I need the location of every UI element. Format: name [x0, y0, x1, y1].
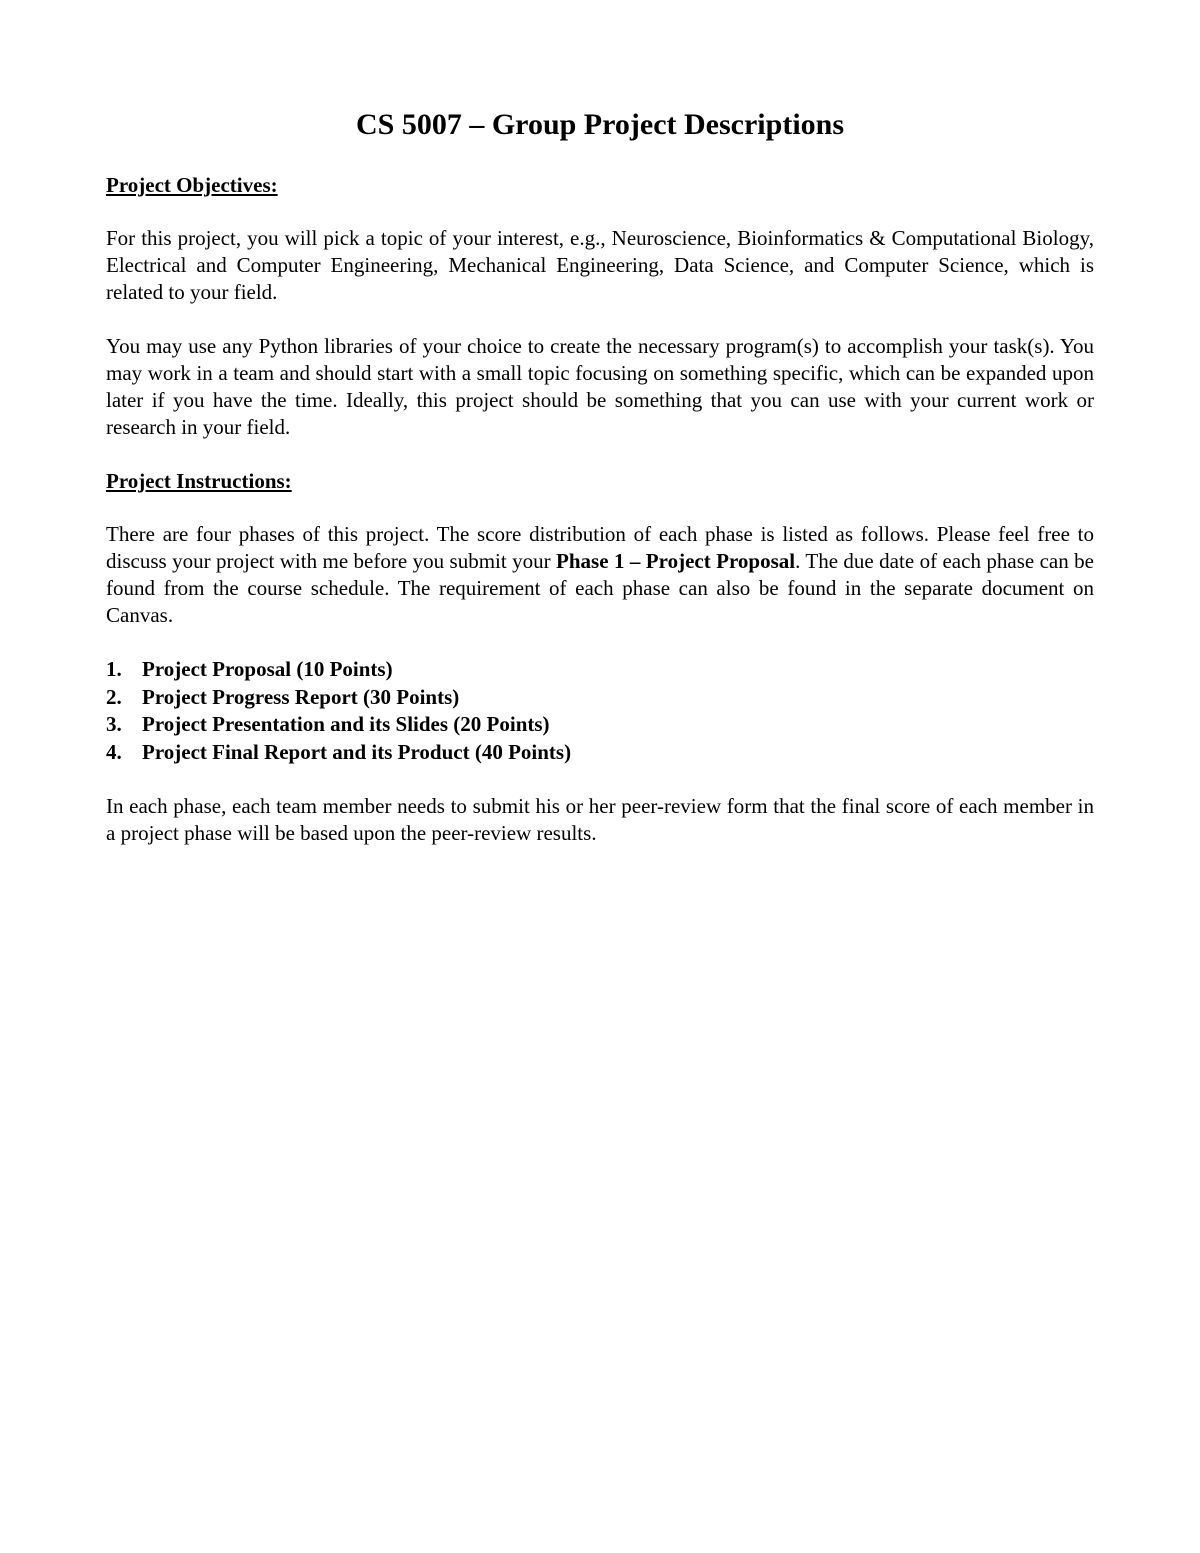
phase-item [106, 739, 1094, 767]
document-page [106, 104, 1094, 847]
phase-label: Project Proposal (10 Points) [142, 657, 393, 681]
phase-label: Project Progress Report (30 Points) [142, 684, 460, 709]
instructions-heading: Project Instructions: [106, 469, 292, 493]
phase-item [106, 684, 1094, 712]
instructions-intro-part2: . The due date of each phase can be found from the course schedule. The requirement of each phase can also be found in the separate document on Canvas. [106, 549, 1094, 627]
document-title: CS 5007 – Group Project Descriptions [355, 108, 845, 141]
instructions-intro-bold: Phase 1 – Project Proposal [556, 549, 796, 573]
objectives-paragraph-1: For this project, you will pick a topic of your interest, e.g., Neuroscience, Bioinformatics & Computational Biology, Electrical and Computer Engineering, Mechanical Engineering, Data Science, and Computer Science, which is related to your field. [106, 226, 1094, 304]
phase-label: Project Final Report and its Product (40 Points) [142, 739, 572, 764]
objectives-heading: Project Objectives: [106, 173, 278, 197]
phase-number: 4. [106, 739, 122, 764]
phase-item [106, 656, 1094, 684]
instructions-intro-part1: There are four phases of this project. The score distribution of each phase is listed as follows. Please feel free to discuss your project with me before you submit your [106, 522, 1094, 573]
phase-list [106, 656, 1094, 766]
phase-number: 1. [106, 657, 122, 681]
instructions-paragraph [106, 521, 1094, 629]
objectives-paragraph-2: You may use any Python libraries of your choice to create the necessary program(s) to accomplish your task(s). You may work in a team and should start with a small topic focusing on something specific, which can be expanded upon later if you have the time. Ideally, this project should be something that you can use with your current work or research in your field. [106, 334, 1094, 439]
phase-item [106, 711, 1094, 739]
closing-paragraph: In each phase, each team member needs to submit his or her peer-review form that the final score of each member in a project phase will be based upon the peer-review results. [106, 794, 1094, 845]
phase-number: 2. [106, 684, 122, 709]
phase-number: 3. [106, 712, 122, 736]
phase-label: Project Presentation and its Slides (20 Points) [142, 712, 550, 736]
